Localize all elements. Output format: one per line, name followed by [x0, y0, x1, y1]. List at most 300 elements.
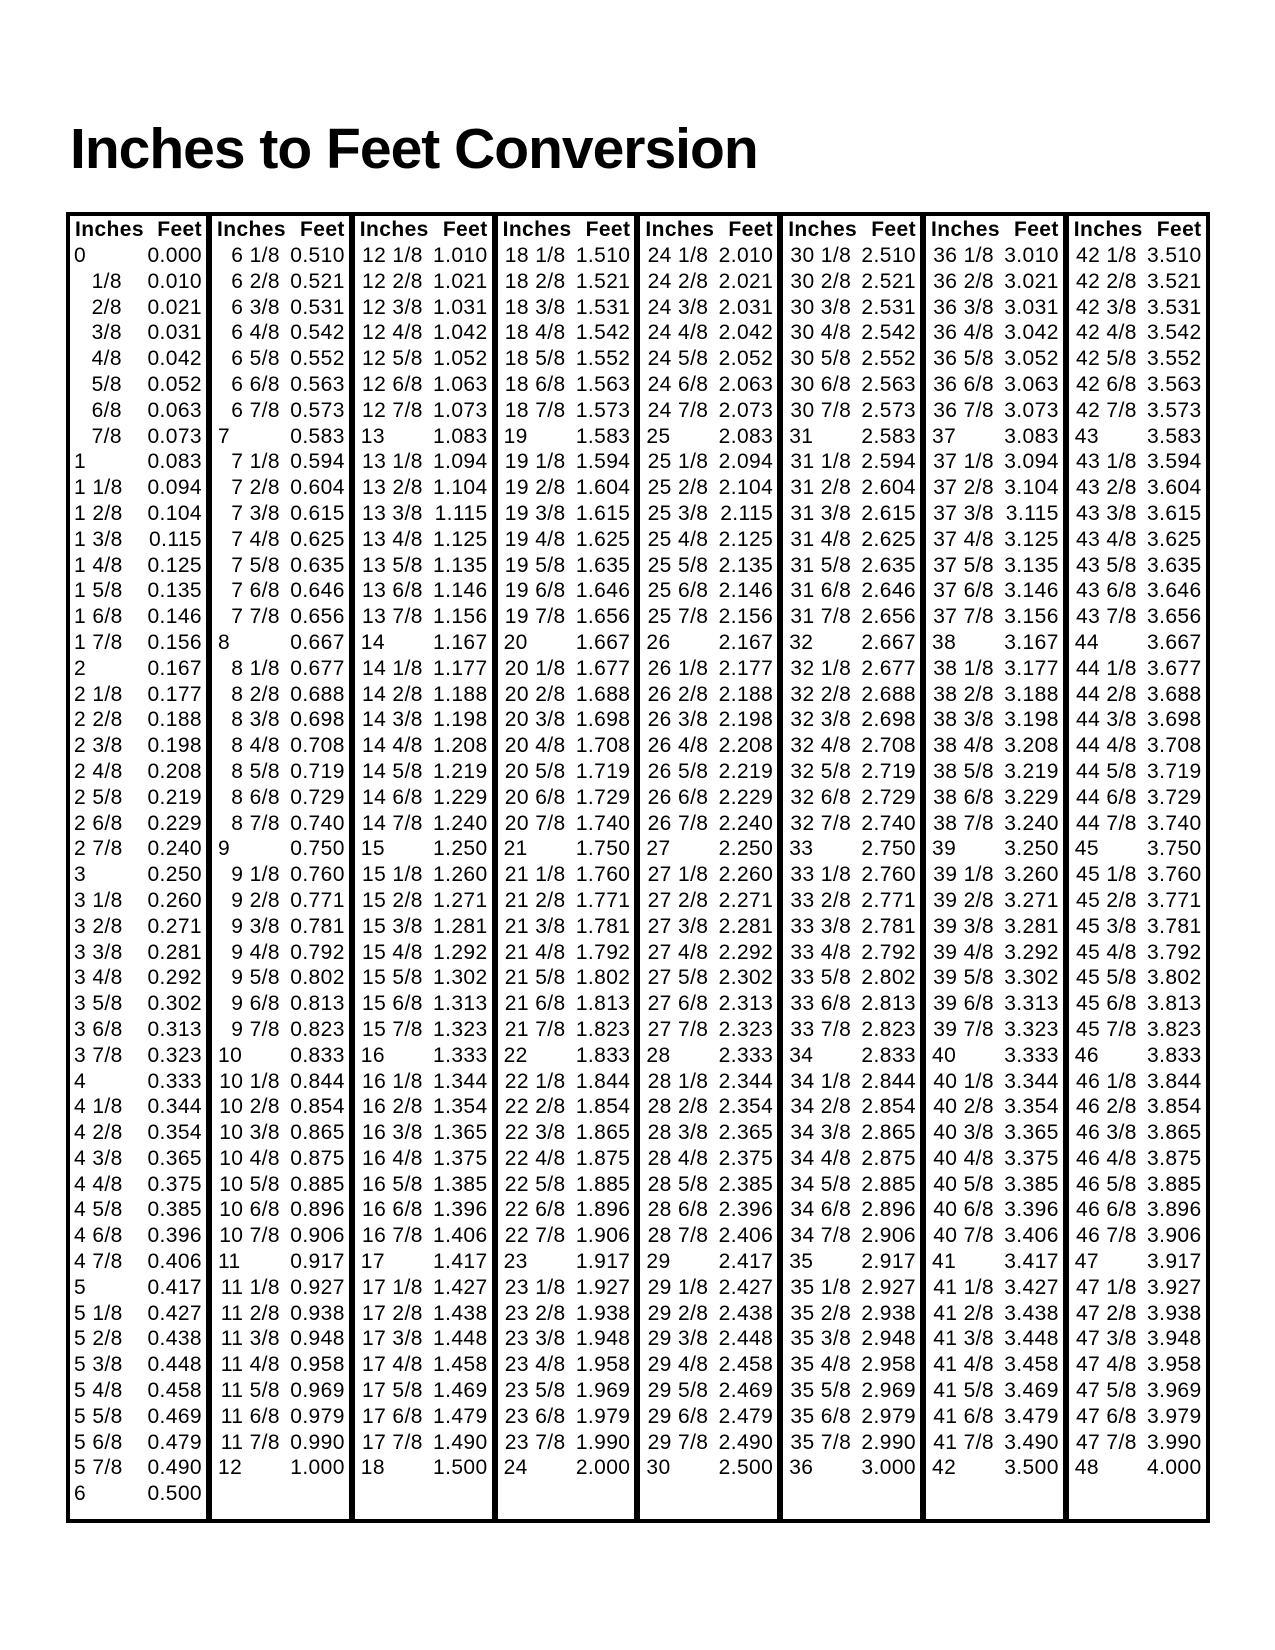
table-row — [70, 1430, 206, 1456]
table-row — [355, 501, 492, 527]
table-row — [640, 1378, 777, 1404]
inches-cell: 25 4/8 — [647, 527, 709, 551]
inches-cell: 43 5/8 — [1075, 553, 1137, 577]
inches-cell: 35 4/8 — [790, 1353, 852, 1377]
table-row — [355, 1430, 492, 1456]
table-row — [498, 811, 635, 837]
table-row — [498, 1069, 635, 1095]
table-row — [926, 733, 1063, 759]
table-row — [783, 320, 920, 346]
conversion-column-3 — [349, 216, 492, 1519]
feet-cell: 1.854 — [575, 1095, 631, 1119]
inches-cell: 12 — [218, 1456, 243, 1480]
feet-cell: 2.969 — [861, 1379, 916, 1403]
table-row — [355, 553, 492, 579]
inches-cell: 7 3/8 — [231, 501, 280, 525]
table-row — [926, 501, 1063, 527]
column-header-row — [640, 216, 777, 243]
table-row — [783, 269, 920, 295]
inches-cell: 7 7/8 — [231, 605, 280, 629]
table-row — [212, 1430, 349, 1456]
table-row — [498, 398, 635, 424]
table-row — [640, 372, 777, 398]
inches-cell: 17 — [360, 1250, 385, 1274]
inches-cell: 31 7/8 — [790, 605, 852, 629]
table-row — [355, 1404, 492, 1430]
feet-cell: 3.021 — [1004, 269, 1059, 293]
table-row — [212, 295, 349, 321]
inches-cell: 46 5/8 — [1075, 1172, 1137, 1196]
feet-cell: 2.490 — [718, 1430, 774, 1454]
feet-cell: 3.958 — [1147, 1353, 1202, 1377]
feet-column-header: Feet — [585, 218, 631, 241]
feet-cell: 0.417 — [147, 1275, 202, 1299]
table-row — [498, 682, 635, 708]
feet-cell: 3.719 — [1147, 759, 1202, 783]
table-row — [498, 707, 635, 733]
table-row — [926, 785, 1063, 811]
table-row — [498, 1378, 635, 1404]
inches-cell: 24 7/8 — [647, 398, 709, 422]
feet-cell: 2.042 — [718, 321, 774, 345]
inches-cell: 18 6/8 — [504, 372, 566, 396]
feet-cell: 1.438 — [433, 1301, 488, 1325]
table-row — [640, 346, 777, 372]
column-header-row — [212, 216, 349, 243]
table-row — [70, 914, 206, 940]
feet-cell: 3.135 — [1004, 553, 1059, 577]
inches-cell: 20 6/8 — [504, 785, 566, 809]
inches-cell: 47 3/8 — [1075, 1327, 1137, 1351]
inches-cell: 43 1/8 — [1075, 450, 1137, 474]
table-row — [355, 785, 492, 811]
feet-cell: 1.010 — [433, 244, 488, 267]
inches-cell: 31 3/8 — [790, 501, 852, 525]
inches-cell: 26 3/8 — [647, 708, 709, 732]
inches-cell: 30 4/8 — [790, 321, 852, 345]
inches-cell: 14 2/8 — [362, 682, 423, 706]
feet-cell: 2.302 — [718, 966, 774, 990]
inches-cell: 46 2/8 — [1075, 1095, 1137, 1119]
table-row — [498, 1430, 635, 1456]
feet-cell: 0.083 — [147, 450, 202, 474]
inches-cell: 39 5/8 — [933, 966, 994, 990]
feet-cell: 2.260 — [718, 863, 774, 887]
inches-cell: 26 2/8 — [647, 682, 709, 706]
table-row — [355, 1120, 492, 1146]
feet-cell: 0.229 — [147, 811, 202, 835]
feet-cell: 1.135 — [433, 553, 488, 577]
table-row — [355, 475, 492, 501]
table-row — [498, 269, 635, 295]
inches-cell: 16 1/8 — [362, 1069, 423, 1093]
table-row — [640, 553, 777, 579]
table-row — [783, 656, 920, 682]
table-row — [212, 1301, 349, 1327]
inches-cell: 14 7/8 — [362, 811, 423, 835]
table-row — [783, 1094, 920, 1120]
feet-cell: 2.990 — [861, 1430, 916, 1454]
inches-cell: 19 3/8 — [504, 501, 566, 525]
table-row — [355, 759, 492, 785]
table-row — [640, 682, 777, 708]
feet-cell: 1.885 — [575, 1172, 631, 1196]
feet-cell: 0.375 — [147, 1172, 202, 1196]
feet-cell: 0.344 — [147, 1095, 202, 1119]
inches-cell: 20 3/8 — [504, 708, 566, 732]
feet-cell: 1.677 — [575, 656, 631, 680]
inches-cell: 4 4/8 — [74, 1172, 123, 1196]
feet-cell: 0.448 — [147, 1353, 202, 1377]
inches-cell: 7 2/8 — [231, 476, 280, 500]
inches-cell: 6 1/8 — [231, 244, 280, 267]
table-row — [355, 269, 492, 295]
table-row — [212, 656, 349, 682]
inches-cell: 6 6/8 — [231, 372, 280, 396]
table-row — [783, 785, 920, 811]
inches-cell: 30 5/8 — [790, 347, 852, 371]
table-row — [926, 1223, 1063, 1249]
feet-cell: 1.042 — [433, 321, 488, 345]
inches-cell: 34 5/8 — [790, 1172, 852, 1196]
inches-cell: 46 1/8 — [1075, 1069, 1137, 1093]
table-row — [926, 1069, 1063, 1095]
inches-cell: 3 5/8 — [74, 992, 123, 1016]
table-row — [640, 1146, 777, 1172]
table-row — [783, 733, 920, 759]
inches-cell: 1 4/8 — [74, 553, 123, 577]
feet-cell: 1.198 — [433, 708, 488, 732]
inches-cell: 29 — [646, 1250, 671, 1274]
inches-cell: 10 3/8 — [219, 1121, 280, 1145]
feet-cell: 0.771 — [290, 888, 345, 912]
table-row — [355, 1275, 492, 1301]
inches-cell: 40 2/8 — [933, 1095, 994, 1119]
table-row — [212, 1017, 349, 1043]
feet-cell: 3.104 — [1004, 476, 1059, 500]
inches-cell: 1 2/8 — [74, 501, 123, 525]
inches-cell: 23 7/8 — [504, 1430, 566, 1454]
inches-cell: 22 5/8 — [504, 1172, 566, 1196]
feet-cell: 3.521 — [1147, 269, 1202, 293]
inches-cell: 41 7/8 — [933, 1430, 994, 1454]
feet-cell: 3.438 — [1004, 1301, 1059, 1325]
table-row — [355, 991, 492, 1017]
feet-cell: 3.917 — [1147, 1250, 1202, 1274]
table-row — [783, 1249, 920, 1275]
feet-cell: 1.698 — [575, 708, 631, 732]
feet-cell: 0.677 — [290, 656, 345, 680]
inches-cell: 35 5/8 — [790, 1379, 852, 1403]
inches-cell: 10 4/8 — [219, 1146, 280, 1170]
table-row — [640, 1120, 777, 1146]
table-row — [212, 707, 349, 733]
table-row — [355, 578, 492, 604]
table-row — [70, 759, 206, 785]
table-row — [1069, 295, 1206, 321]
table-row — [212, 759, 349, 785]
inches-cell: 42 2/8 — [1075, 269, 1137, 293]
table-row — [212, 1352, 349, 1378]
inches-cell: 4 5/8 — [74, 1198, 123, 1222]
inches-cell: 48 — [1074, 1456, 1099, 1480]
feet-cell: 2.115 — [720, 501, 774, 525]
inches-cell: 16 7/8 — [362, 1224, 423, 1248]
table-row — [212, 269, 349, 295]
inches-cell: 47 — [1074, 1250, 1099, 1274]
feet-cell: 2.229 — [718, 785, 774, 809]
feet-cell: 3.938 — [1147, 1301, 1202, 1325]
feet-column-header: Feet — [300, 218, 345, 241]
table-row — [70, 1455, 206, 1481]
inches-cell: 12 5/8 — [362, 347, 423, 371]
feet-cell: 2.823 — [861, 1017, 916, 1041]
feet-cell: 2.677 — [861, 656, 916, 680]
feet-cell: 3.260 — [1004, 863, 1059, 887]
feet-cell: 2.167 — [718, 630, 774, 654]
feet-cell: 2.656 — [861, 605, 916, 629]
inches-cell: 26 6/8 — [647, 785, 709, 809]
feet-cell: 1.021 — [433, 269, 488, 293]
table-row — [70, 862, 206, 888]
feet-cell: 3.271 — [1004, 888, 1059, 912]
inches-cell: 37 6/8 — [933, 579, 994, 603]
table-row — [70, 578, 206, 604]
table-row — [70, 243, 206, 269]
inches-cell: 31 2/8 — [790, 476, 852, 500]
inches-cell: 10 6/8 — [219, 1198, 280, 1222]
inches-column-header: Inches — [1073, 218, 1143, 241]
feet-cell: 3.531 — [1147, 295, 1202, 319]
table-row — [783, 991, 920, 1017]
inches-cell: 5 5/8 — [74, 1404, 123, 1428]
inches-cell: 2 7/8 — [74, 837, 123, 861]
feet-cell: 1.594 — [575, 450, 631, 474]
table-row — [70, 1481, 206, 1507]
table-row — [212, 501, 349, 527]
feet-cell: 2.323 — [718, 1017, 774, 1041]
table-row — [355, 1352, 492, 1378]
feet-cell: 2.333 — [718, 1043, 774, 1067]
table-row — [926, 578, 1063, 604]
table-row — [70, 604, 206, 630]
inches-cell: 34 3/8 — [790, 1121, 852, 1145]
feet-cell: 3.458 — [1004, 1353, 1059, 1377]
feet-cell: 3.219 — [1004, 759, 1059, 783]
inches-cell: 9 7/8 — [231, 1017, 280, 1041]
feet-cell: 3.052 — [1004, 347, 1059, 371]
feet-column-header: Feet — [1014, 218, 1059, 241]
feet-cell: 2.500 — [718, 1456, 774, 1480]
inches-cell: 37 — [931, 424, 957, 448]
inches-cell: 29 6/8 — [647, 1404, 709, 1428]
table-row — [1069, 320, 1206, 346]
inches-cell: 9 2/8 — [231, 888, 280, 912]
inches-cell: 35 3/8 — [790, 1327, 852, 1351]
inches-cell: 45 6/8 — [1075, 992, 1137, 1016]
feet-cell: 2.021 — [718, 269, 774, 293]
inches-cell: 7/8 — [91, 424, 122, 448]
table-row — [212, 243, 349, 269]
feet-cell: 1.427 — [433, 1275, 488, 1299]
inches-cell: 25 1/8 — [647, 450, 709, 474]
feet-cell: 3.813 — [1147, 992, 1202, 1016]
feet-cell: 3.500 — [1004, 1456, 1059, 1480]
feet-cell: 1.563 — [575, 372, 631, 396]
feet-cell: 1.250 — [433, 837, 488, 861]
table-row — [1069, 785, 1206, 811]
feet-cell: 0.167 — [147, 656, 202, 680]
inches-cell: 2 1/8 — [74, 682, 123, 706]
feet-cell: 3.198 — [1004, 708, 1059, 732]
inches-cell: 6 3/8 — [231, 295, 280, 319]
table-row — [1069, 1249, 1206, 1275]
feet-cell: 0.760 — [290, 863, 345, 887]
feet-cell: 3.281 — [1004, 914, 1059, 938]
feet-cell: 1.396 — [433, 1198, 488, 1222]
inches-cell: 35 7/8 — [790, 1430, 852, 1454]
table-row — [498, 424, 635, 450]
table-row — [926, 1120, 1063, 1146]
table-row — [640, 1197, 777, 1223]
table-row — [1069, 604, 1206, 630]
table-row — [212, 475, 349, 501]
feet-cell: 3.240 — [1004, 811, 1059, 835]
inches-cell: 43 4/8 — [1075, 527, 1137, 551]
table-row — [926, 1430, 1063, 1456]
table-row — [783, 1069, 920, 1095]
table-row — [498, 785, 635, 811]
feet-cell: 0.219 — [147, 785, 202, 809]
table-row — [1069, 707, 1206, 733]
inches-cell: 27 6/8 — [647, 992, 709, 1016]
table-row — [355, 243, 492, 269]
inches-cell: 6 — [74, 1482, 87, 1506]
table-row — [212, 424, 349, 450]
inches-cell: 21 — [503, 837, 528, 861]
table-row — [640, 398, 777, 424]
inches-cell: 39 7/8 — [933, 1017, 994, 1041]
feet-cell: 3.000 — [861, 1456, 916, 1480]
feet-cell: 1.063 — [433, 372, 488, 396]
table-row — [212, 862, 349, 888]
feet-cell: 2.448 — [718, 1327, 774, 1351]
table-row — [70, 991, 206, 1017]
table-row — [1069, 346, 1206, 372]
table-row — [926, 1249, 1063, 1275]
feet-cell: 1.906 — [575, 1224, 631, 1248]
feet-cell: 3.396 — [1004, 1198, 1059, 1222]
table-row — [70, 656, 206, 682]
table-row — [640, 1069, 777, 1095]
feet-cell: 1.365 — [433, 1121, 488, 1145]
inches-cell: 20 7/8 — [504, 811, 566, 835]
inches-cell: 3 6/8 — [74, 1017, 123, 1041]
feet-cell: 0.833 — [290, 1043, 345, 1067]
feet-cell: 1.281 — [433, 914, 488, 938]
feet-cell: 3.333 — [1004, 1043, 1059, 1067]
feet-cell: 1.990 — [575, 1430, 631, 1454]
feet-cell: 1.635 — [575, 553, 631, 577]
table-row — [498, 475, 635, 501]
feet-cell: 0.115 — [149, 527, 202, 551]
inches-cell: 6 7/8 — [231, 398, 280, 422]
inches-cell: 9 — [218, 837, 231, 861]
feet-cell: 0.552 — [290, 347, 345, 371]
table-row — [355, 320, 492, 346]
inches-cell: 11 2/8 — [220, 1301, 280, 1325]
table-row — [212, 1172, 349, 1198]
feet-cell: 2.125 — [718, 527, 774, 551]
table-row — [498, 578, 635, 604]
feet-cell: 3.990 — [1147, 1430, 1202, 1454]
inches-cell: 17 1/8 — [362, 1275, 423, 1299]
feet-cell: 2.271 — [718, 888, 774, 912]
feet-cell: 3.875 — [1147, 1146, 1202, 1170]
feet-cell: 2.354 — [718, 1095, 774, 1119]
feet-cell: 2.708 — [861, 734, 916, 758]
inches-cell: 33 — [789, 837, 814, 861]
inches-cell: 28 4/8 — [647, 1146, 709, 1170]
inches-cell: 35 1/8 — [790, 1275, 852, 1299]
inches-cell: 37 4/8 — [933, 527, 994, 551]
table-row — [355, 398, 492, 424]
inches-cell: 21 6/8 — [504, 992, 566, 1016]
table-row — [498, 501, 635, 527]
table-row — [1069, 1197, 1206, 1223]
table-row — [355, 1455, 492, 1481]
inches-cell: 38 7/8 — [933, 811, 994, 835]
table-row — [783, 1430, 920, 1456]
table-row — [498, 733, 635, 759]
table-row — [640, 1404, 777, 1430]
inches-cell: 1 6/8 — [74, 605, 123, 629]
inches-cell: 40 — [931, 1043, 957, 1067]
feet-cell: 3.854 — [1147, 1095, 1202, 1119]
feet-cell: 1.490 — [433, 1430, 488, 1454]
inches-cell: 16 6/8 — [362, 1198, 423, 1222]
inches-cell: 46 — [1074, 1043, 1099, 1067]
inches-cell: 18 3/8 — [504, 295, 566, 319]
feet-cell: 1.125 — [433, 527, 488, 551]
table-row — [783, 1043, 920, 1069]
table-row — [640, 965, 777, 991]
table-row — [783, 1378, 920, 1404]
inches-cell: 19 7/8 — [504, 605, 566, 629]
inches-cell: 32 4/8 — [790, 734, 852, 758]
inches-cell: 17 3/8 — [362, 1327, 423, 1351]
table-row — [70, 269, 206, 295]
table-row — [926, 475, 1063, 501]
inches-cell: 11 1/8 — [220, 1275, 280, 1299]
table-row — [926, 269, 1063, 295]
inches-cell: 28 6/8 — [647, 1198, 709, 1222]
inches-cell: 21 3/8 — [504, 914, 566, 938]
feet-cell: 2.146 — [718, 579, 774, 603]
table-row — [640, 320, 777, 346]
inches-cell: 24 2/8 — [647, 269, 709, 293]
inches-cell: 41 5/8 — [933, 1379, 994, 1403]
inches-cell: 36 1/8 — [933, 244, 994, 267]
inches-cell: 20 — [503, 630, 528, 654]
table-row — [498, 295, 635, 321]
table-row — [355, 733, 492, 759]
inches-cell: 18 5/8 — [504, 347, 566, 371]
feet-cell: 2.573 — [861, 398, 916, 422]
table-row — [1069, 1120, 1206, 1146]
feet-cell: 0.927 — [290, 1275, 345, 1299]
feet-cell: 2.844 — [861, 1069, 916, 1093]
